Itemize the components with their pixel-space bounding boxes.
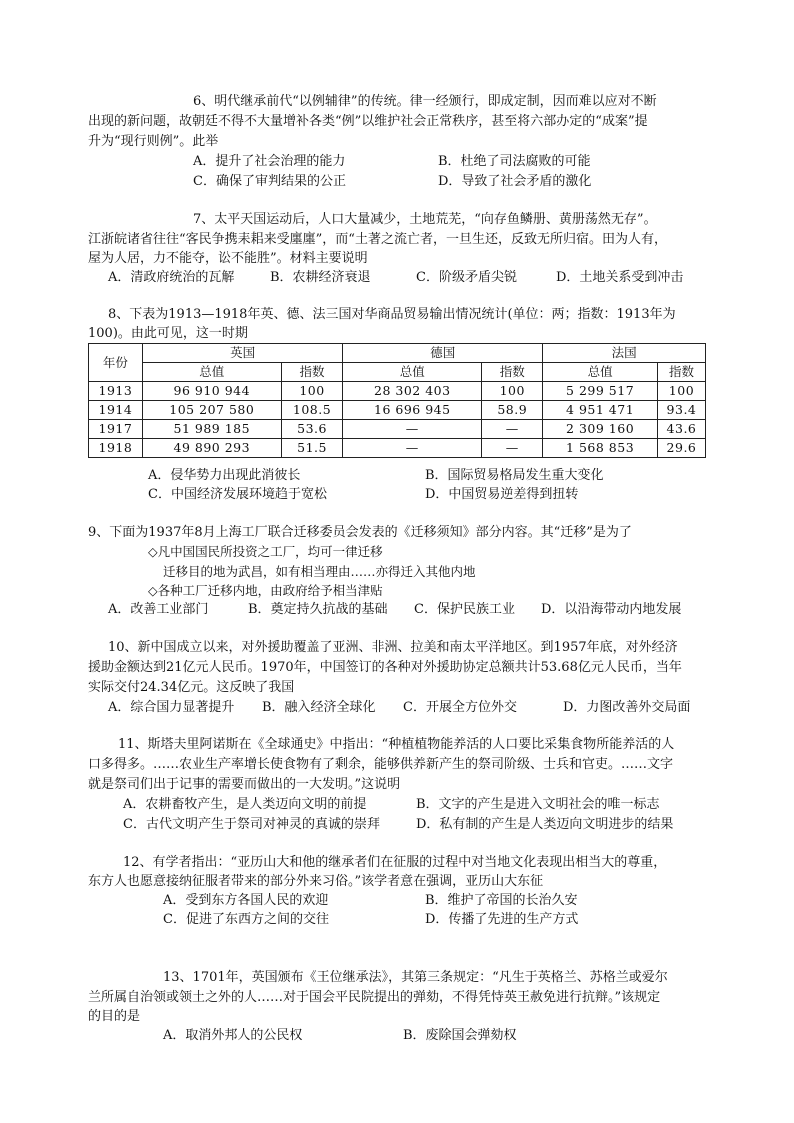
q11-option-a: A．农耕畜牧产生，是人类迈向文明的前提 [123,797,367,812]
q6-option-d: D．导致了社会矛盾的激化 [438,174,592,189]
q8-option-d: D．中国贸易逆差得到扭转 [425,487,579,502]
q10-line-1: 10、新中国成立以来，对外援助覆盖了亚洲、非洲、拉美和南太平洋地区。到1957年底，对外经济 [108,640,678,655]
table-subheader-row [89,363,706,382]
q7-option-a: A．清政府统治的瓦解 [108,270,235,285]
table-cell: 100 [657,382,705,401]
table-cell: 51.5 [281,439,343,458]
country-header-britain: 英国 [142,344,343,363]
table-cell: 43.6 [657,420,705,439]
q7-option-d: D．土地关系受到冲击 [556,270,684,285]
q9-bullet-2: 迁移目的地为武昌，如有相当理由……亦得迁入其他内地 [163,564,476,579]
q9-option-a: A．改善工业部门 [108,602,209,617]
table-cell: 1918 [89,439,143,458]
table-cell: 58.9 [482,401,543,420]
q6-line-1: 6、明代继承前代“以例辅律”的传统。律一经颁行，即成定制，因而难以应对不断 [193,94,657,109]
q10-line-3: 实际交付24.34亿元。这反映了我国 [88,680,295,695]
table-cell: 100 [482,382,543,401]
q11-line-3: 就是祭司们出于记事的需要而做出的一大发明。”这说明 [88,777,401,792]
q13-option-a: A．取消外邦人的公民权 [163,1028,303,1043]
q10-line-2: 援助金额达到21亿元人民币。1970年，中国签订的各种对外援助协定总额共计53.68亿元人民币，当年 [88,660,682,675]
q9-option-c: C．保护民族工业 [414,602,515,617]
table-cell: 100 [281,382,343,401]
table-cell: 29.6 [657,439,705,458]
q11-option-c: C．古代文明产生于祭司对神灵的真诚的崇拜 [123,817,380,832]
trade-table [88,343,706,458]
q10-option-a: A．综合国力显著提升 [108,700,235,715]
table-cell: 51 989 185 [142,420,281,439]
q6-line-2: 出现的新问题，故朝廷不得不大量增补各类“例”以维护社会正常秩序，甚至将六部办定的“成案”提 [88,114,648,129]
table-cell: 108.5 [281,401,343,420]
table-cell: 28 302 403 [343,382,482,401]
q7-line-2: 江浙皖诸省往往“客民争携耒耜来受廛廛”，而“土著之流亡者，一旦生还，反致无所归宿。田为人有， [88,232,667,247]
subheader-index: 指数 [482,363,543,382]
q13-line-1: 13、1701年，英国颁布《王位继承法》，其第三条规定：“凡生于英格兰、苏格兰或爱尔 [163,970,668,985]
q11-option-d: D．私有制的产生是人类迈向文明进步的结果 [416,817,674,832]
subheader-total: 总值 [343,363,482,382]
q9-bullet-1: ◇凡中国国民所投资之工厂，均可一律迁移 [148,544,383,559]
year-header: 年份 [89,344,143,382]
q12-option-b: B．维护了帝国的长治久安 [425,893,578,908]
q11-line-2: 口多得多。……农业生产率增长使食物有了剩余，能够供养新产生的祭司阶级、士兵和官吏。……文字 [88,757,674,772]
table-row [89,382,706,401]
q12-option-a: A．受到东方各国人民的欢迎 [163,893,329,908]
q12-line-2: 东方人也愿意接纳征服者带来的部分外来习俗。”该学者意在强调，亚历山大东征 [88,874,544,889]
q11-line-1: 11、斯塔夫里阿诺斯在《全球通史》中指出：“种植植物能养活的人口要比采集食物所能养活的人 [118,737,675,752]
q8-line-1: 8、下表为1913—1918年英、德、法三国对华商品贸易输出情况统计(单位：两；指数：1913年为 [108,307,676,322]
q8-option-c: C．中国经济发展环境趋于宽松 [148,487,327,502]
subheader-index: 指数 [657,363,705,382]
table-cell: 2 309 160 [543,420,658,439]
q9-bullet-3: ◇各种工厂迁移内地，由政府给予相当津贴 [148,583,383,598]
table-cell: 1913 [89,382,143,401]
table-cell: 49 890 293 [142,439,281,458]
table-header-row [89,344,706,363]
table-cell: — [343,420,482,439]
q6-option-c: C．确保了审判结果的公正 [193,174,346,189]
subheader-index: 指数 [281,363,343,382]
q7-option-c: C．阶级矛盾尖锐 [416,270,517,285]
q6-option-b: B．杜绝了司法腐败的可能 [438,154,591,169]
q9-line-1: 9、下面为1937年8月上海工厂联合迁移委员会发表的《迁移须知》部分内容。其“迁移”是为了 [88,525,632,540]
q12-line-1: 12、有学者指出：“亚历山大和他的继承者们在征服的过程中对当地文化表现出相当大的尊重， [123,855,667,870]
table-cell: 96 910 944 [142,382,281,401]
q6-option-a: A．提升了社会治理的能力 [193,154,346,169]
q12-option-d: D．传播了先进的生产方式 [425,912,579,927]
q9-option-b: B．奠定持久抗战的基础 [248,602,388,617]
q13-option-b: B．废除国会弹劾权 [403,1028,517,1043]
table-cell: 53.6 [281,420,343,439]
q7-line-1: 7、太平天国运动后，人口大量减少，土地荒芜，“向存鱼鳞册、黄册荡然无存”。 [193,212,657,227]
table-cell: 105 207 580 [142,401,281,420]
subheader-total: 总值 [543,363,658,382]
table-cell: 16 696 945 [343,401,482,420]
q10-option-d: D．力图改善外交局面 [563,700,691,715]
q9-option-d: D．以沿海带动内地发展 [541,602,682,617]
table-cell: 1917 [89,420,143,439]
q13-line-3: 的目的是 [88,1009,141,1024]
country-header-france: 法国 [543,344,706,363]
table-row [89,401,706,420]
q13-line-2: 兰所属自治领或领土之外的人……对于国会平民院提出的弹劾，不得凭恃英王赦免进行抗辩。”该规定 [88,990,661,1005]
table-cell: 1 568 853 [543,439,658,458]
q7-option-b: B．农耕经济衰退 [270,270,371,285]
table-cell: 1914 [89,401,143,420]
subheader-total: 总值 [142,363,281,382]
table-cell: — [482,420,543,439]
q7-line-3: 屋为人居，力不能夺，讼不能胜”。材料主要说明 [88,251,368,266]
table-cell: — [482,439,543,458]
table-row [89,439,706,458]
q10-option-b: B．融入经济全球化 [262,700,376,715]
q10-option-c: C．开展全方位外交 [403,700,517,715]
country-header-germany: 德国 [343,344,543,363]
q8-option-a: A．侵华势力出现此消彼长 [148,468,301,483]
table-cell: 4 951 471 [543,401,658,420]
table-cell: — [343,439,482,458]
table-cell: 93.4 [657,401,705,420]
q11-option-b: B．文字的产生是进入文明社会的唯一标志 [416,797,660,812]
q8-line-2: 100)。由此可见，这一时期 [88,326,248,341]
table-cell: 5 299 517 [543,382,658,401]
q12-option-c: C．促进了东西方之间的交往 [163,912,329,927]
q8-option-b: B．国际贸易格局发生重大变化 [425,468,604,483]
q6-line-3: 升为“现行则例”。此举 [88,134,219,149]
table-row [89,420,706,439]
